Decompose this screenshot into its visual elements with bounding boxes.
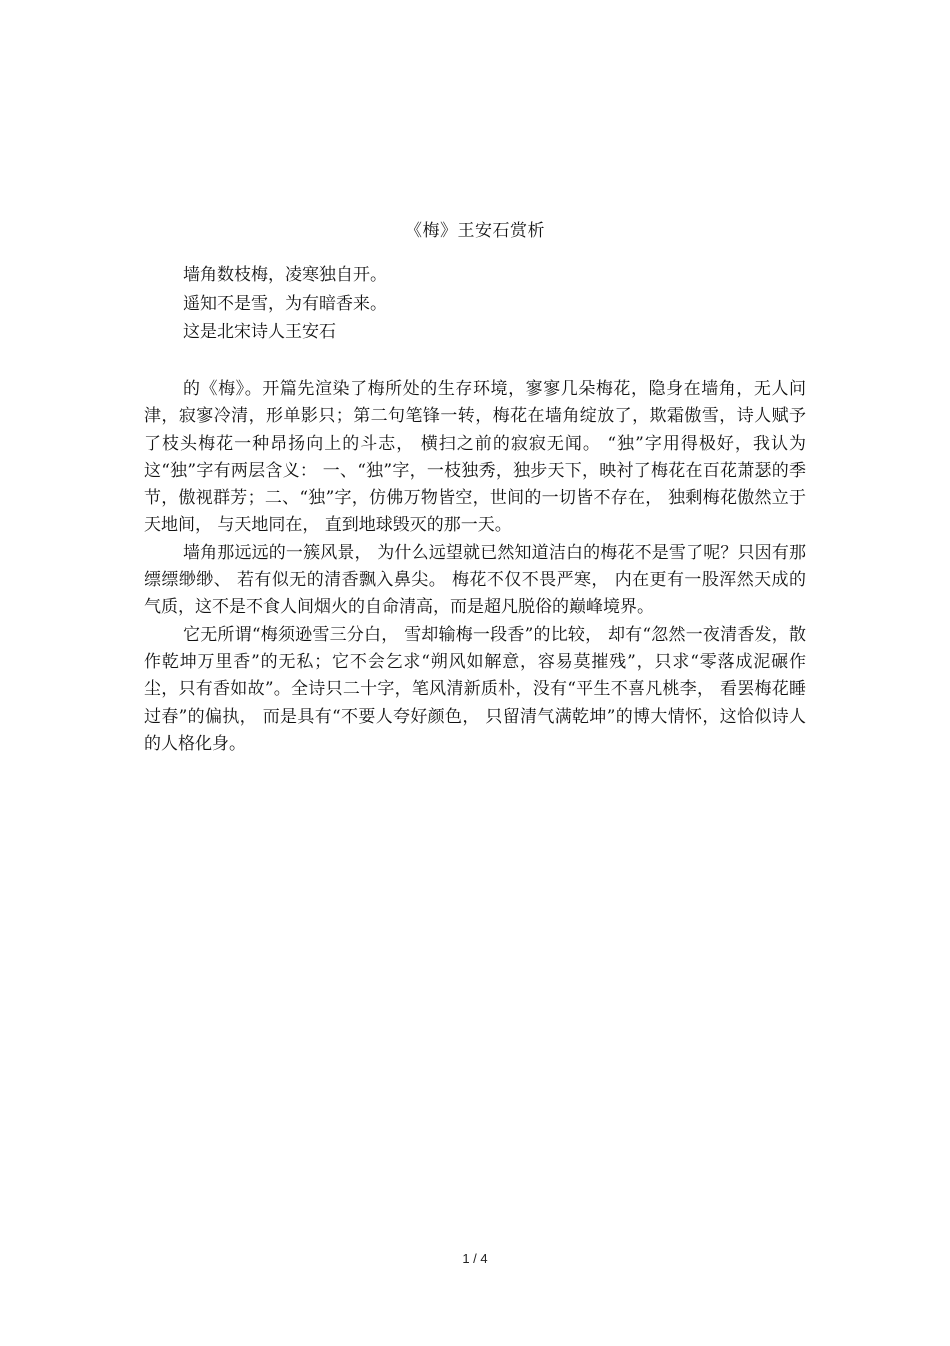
page-number: 1 / 4 xyxy=(462,1251,488,1266)
poem-line-2: 遥知不是雪，为有暗香来。 xyxy=(183,293,387,314)
document-title: 《梅》王安石赏析 xyxy=(405,221,545,241)
poem-line-1: 墙角数枝梅，凌寒独自开。 xyxy=(183,265,387,285)
paragraph-1: 的《梅》。开篇先渲染了梅所处的生存环境，寥寥几朵梅花，隐身在墙角，无人问津，寂寥冷清，形单影只；第二句笔锋一转，梅花在墙角绽放了，欺霜傲雪，诗人赋予了枝头梅花一种昂扬向上的斗志， 横扫之前的寂寂无闻。 “独”字用得极好，我认为这“独”字有两层含义： 一、“独”字，一枝独秀，独步天下，映衬了梅花在百花萧瑟的季节，傲视群芳；二、“独”字，仿佛万物皆空，世间的一切皆不存在， 独剩梅花傲然立于天地间， 与天地同在， 直到地球毁灭的那一天。 xyxy=(144,379,806,536)
body-text xyxy=(144,376,806,758)
poem-line-3: 这是北宋诗人王安石 xyxy=(183,322,336,342)
paragraph-3: 它无所谓“梅须逊雪三分白， 雪却输梅一段香”的比较， 却有“忽然一夜清香发，散作乾坤万里香”的无私；它不会乞求“朔风如解意，容易莫摧残”，只求“零落成泥碾作尘，只有香如故”。全诗只二十字，笔风清新质朴，没有“平生不喜凡桃李， 看罢梅花睡过春”的偏执， 而是具有“不要人夸好颜色， 只留清气满乾坤”的博大情怀，这恰似诗人的人格化身。 xyxy=(144,624,806,754)
paragraph-2: 墙角那远远的一簇风景， 为什么远望就已然知道洁白的梅花不是雪了呢？只因有那缥缥缈缈、 若有似无的清香飘入鼻尖。 梅花不仅不畏严寒， 内在更有一股浑然天成的气质，这不是不食人间烟火的自命清高，而是超凡脱俗的巅峰境界。 xyxy=(144,542,806,618)
poem-block xyxy=(183,261,823,347)
